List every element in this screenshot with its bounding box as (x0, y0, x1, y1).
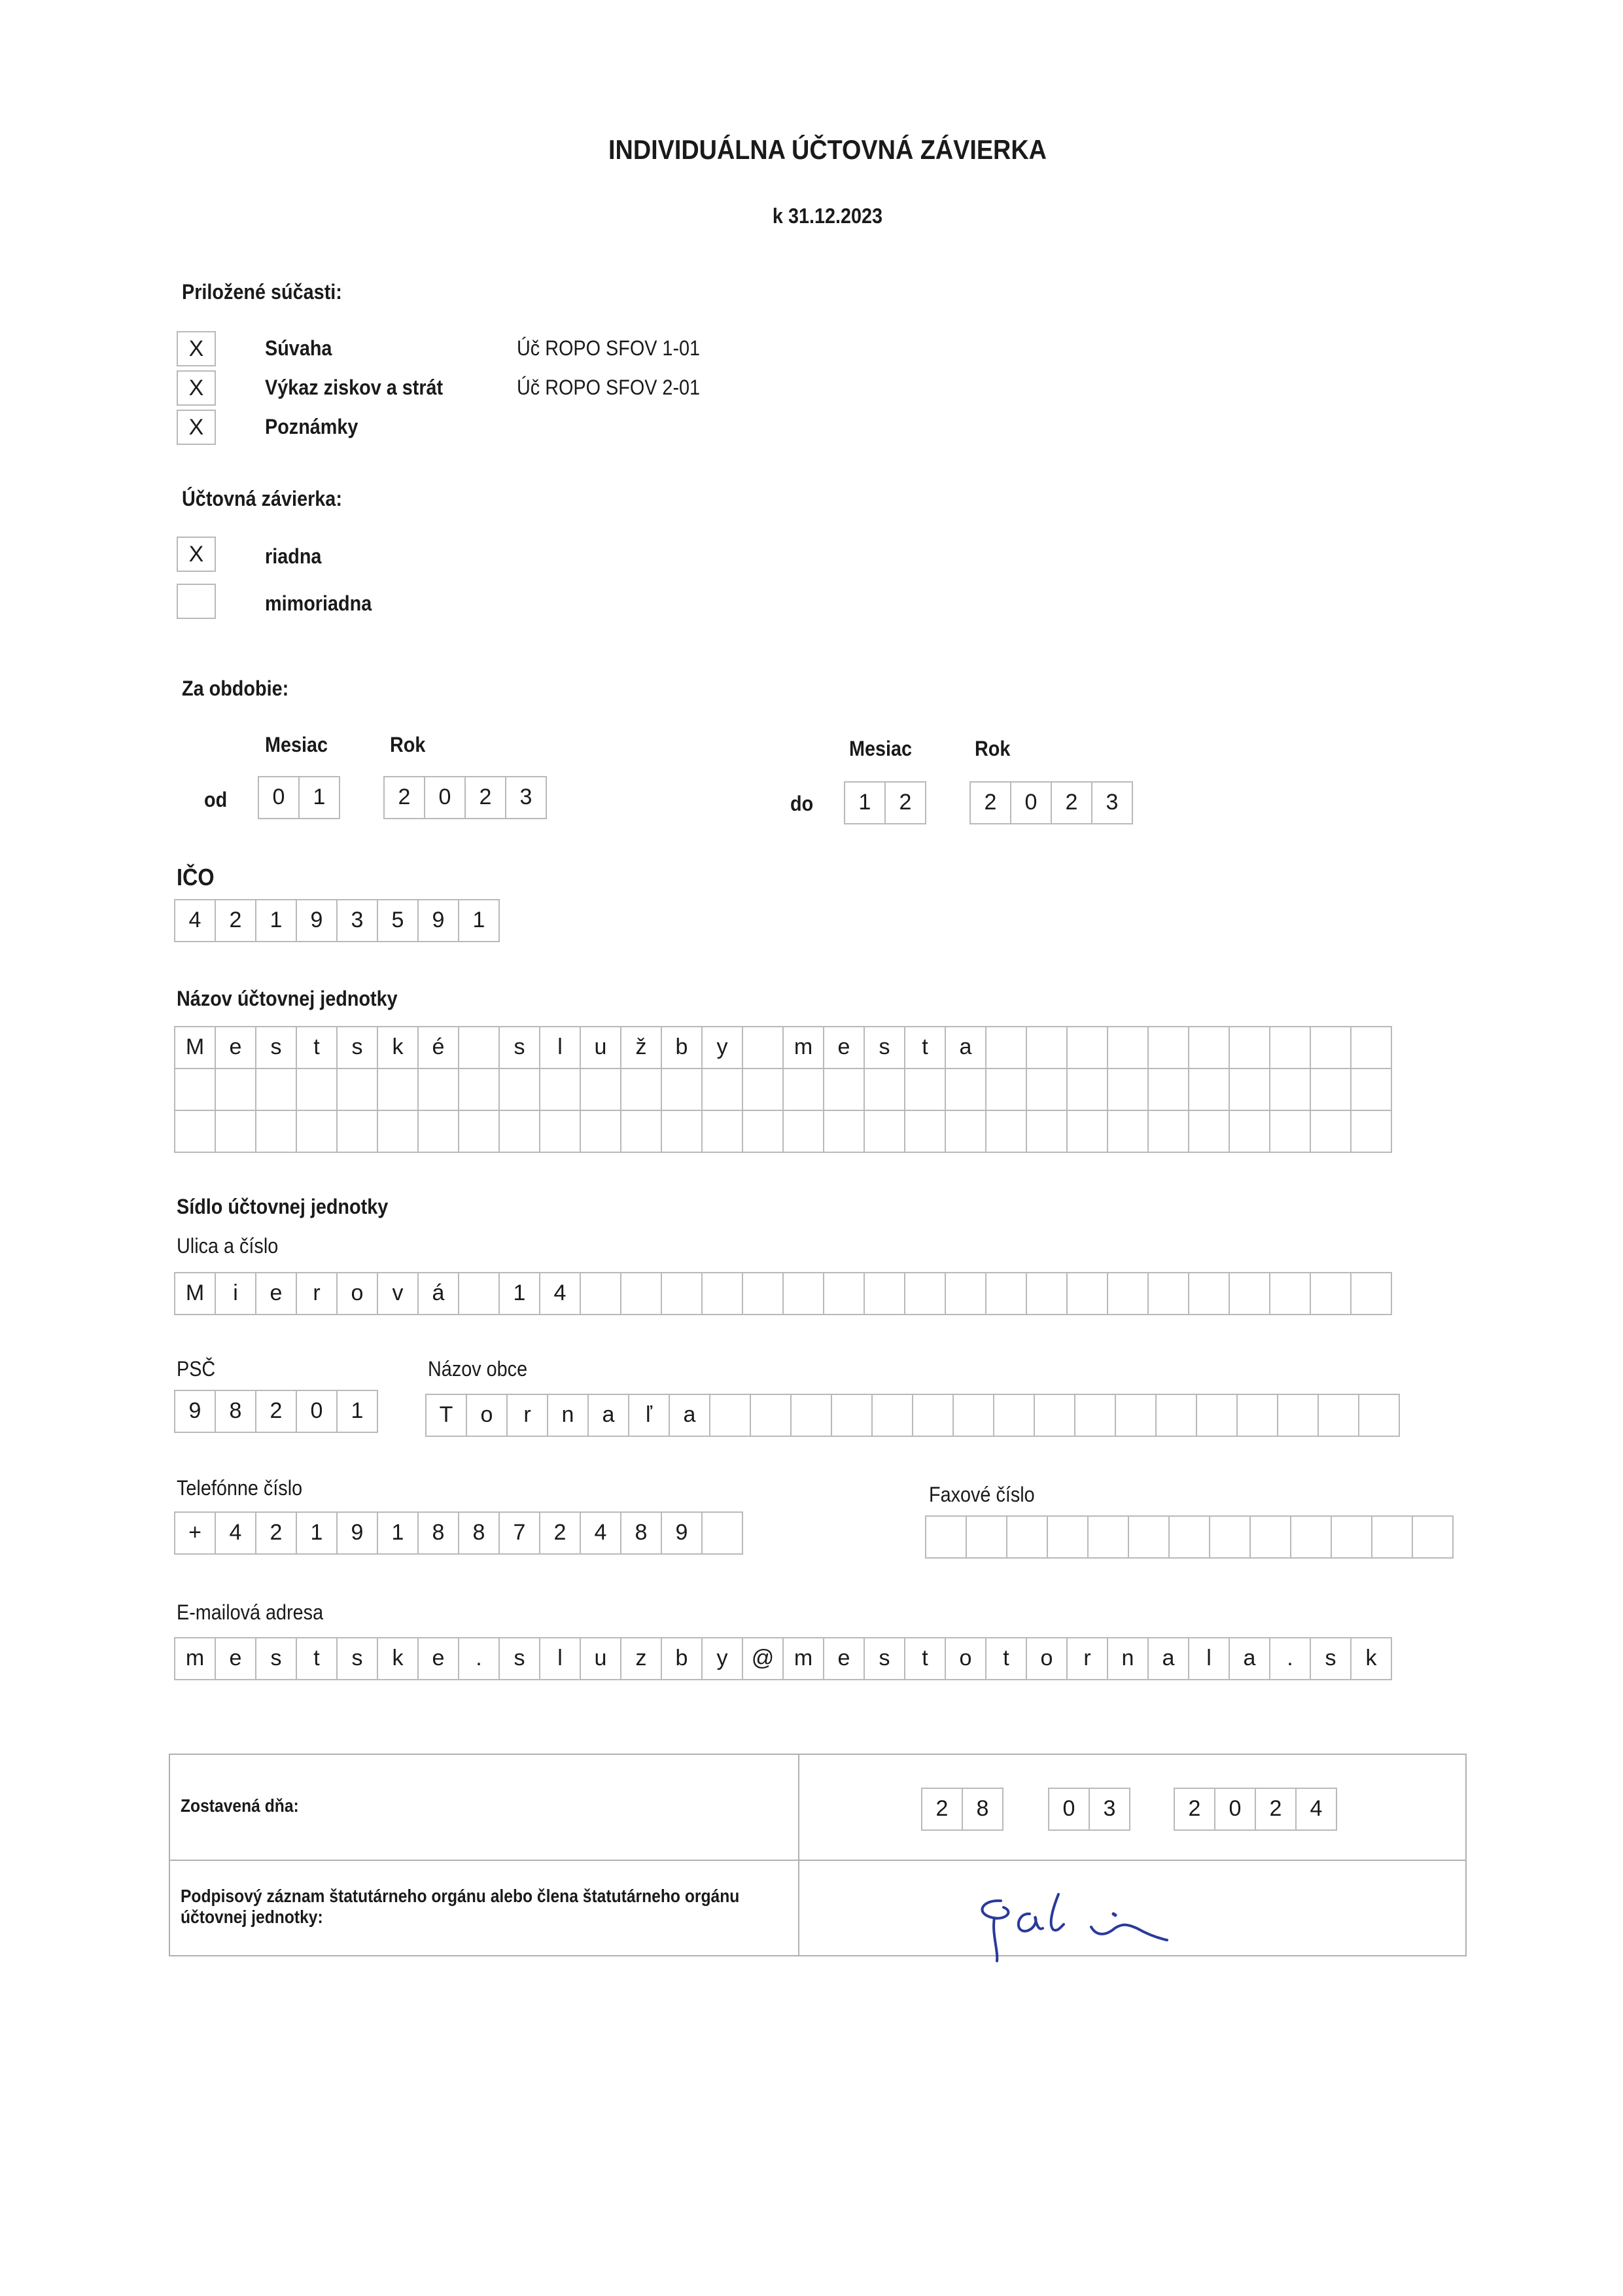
signature-image (975, 1888, 1184, 1966)
entity-name-cell[interactable]: l (540, 1027, 581, 1068)
street-cell[interactable] (1149, 1273, 1189, 1314)
psc-cell[interactable]: 8 (216, 1391, 256, 1432)
street-cell[interactable] (1068, 1273, 1108, 1314)
street-cell[interactable] (703, 1273, 743, 1314)
year-cell[interactable]: 2 (1175, 1789, 1215, 1829)
attached-heading: Priložené súčasti: (182, 280, 342, 304)
email-cell[interactable]: z (621, 1638, 662, 1679)
to-year-cell[interactable]: 0 (1011, 783, 1052, 823)
entity-name-cell[interactable] (459, 1111, 500, 1152)
street-cell[interactable] (824, 1273, 865, 1314)
city-cell[interactable]: a (670, 1395, 710, 1436)
fax-cell[interactable] (1372, 1517, 1413, 1557)
email-cell[interactable]: s (256, 1638, 297, 1679)
street-cell[interactable] (905, 1273, 946, 1314)
entity-name-cell[interactable] (946, 1069, 986, 1110)
email-cell[interactable]: o (946, 1638, 986, 1679)
email-cell[interactable]: r (1068, 1638, 1108, 1679)
entity-name-cell[interactable] (175, 1069, 216, 1110)
email-cell[interactable]: t (986, 1638, 1027, 1679)
psc-cell[interactable]: 9 (175, 1391, 216, 1432)
from-year-cell[interactable]: 3 (506, 777, 547, 818)
city-cell[interactable] (913, 1395, 954, 1436)
entity-name-cell[interactable] (1149, 1069, 1189, 1110)
day-cell[interactable]: 8 (963, 1789, 1003, 1829)
entity-name-cell[interactable] (1108, 1069, 1149, 1110)
label-riadna: riadna (265, 544, 322, 568)
ico-cell[interactable]: 9 (297, 900, 338, 941)
psc-label: PSČ (177, 1357, 216, 1381)
entity-name-row[interactable] (175, 1069, 1392, 1111)
to-label: do (790, 792, 814, 815)
entity-name-cell[interactable] (256, 1111, 297, 1152)
city-label: Názov obce (428, 1357, 528, 1381)
entity-name-cell[interactable] (784, 1111, 824, 1152)
checkbox-poznamky[interactable]: X (177, 410, 216, 445)
ico-cell[interactable]: 9 (419, 900, 459, 941)
email-cell[interactable]: a (1230, 1638, 1270, 1679)
email-cell[interactable]: u (581, 1638, 621, 1679)
email-cell[interactable]: y (703, 1638, 743, 1679)
label-vykaz: Výkaz ziskov a strát (265, 376, 444, 399)
city-cell[interactable] (1075, 1395, 1116, 1436)
footer-column-divider (798, 1755, 799, 1955)
fax-cell[interactable] (1007, 1517, 1048, 1557)
email-cell[interactable]: m (784, 1638, 824, 1679)
entity-name-cell[interactable] (703, 1111, 743, 1152)
entity-name-cell[interactable] (1230, 1111, 1270, 1152)
entity-name-row[interactable] (175, 1027, 1392, 1069)
document-title: INDIVIDUÁLNA ÚČTOVNÁ ZÁVIERKA (608, 134, 1047, 165)
entity-name-cell[interactable] (1352, 1111, 1392, 1152)
entity-name-cell[interactable] (1230, 1027, 1270, 1068)
city-cell[interactable]: n (548, 1395, 589, 1436)
entity-name-cell[interactable]: b (662, 1027, 703, 1068)
month-cell[interactable]: 3 (1090, 1789, 1130, 1829)
street-cell[interactable]: i (216, 1273, 256, 1314)
entity-name-cell[interactable]: y (703, 1027, 743, 1068)
email-cell[interactable]: . (459, 1638, 500, 1679)
signature-label: Podpisový záznam štatutárneho orgánu alebo člena štatutárneho orgánu účtovnej jednotky: (181, 1886, 740, 1927)
entity-name-cell[interactable] (1189, 1111, 1230, 1152)
phone-cell[interactable]: 8 (459, 1513, 500, 1553)
fax-cell[interactable] (1413, 1517, 1454, 1557)
street-cell[interactable]: v (378, 1273, 419, 1314)
street-cell[interactable] (662, 1273, 703, 1314)
entity-name-cell[interactable] (338, 1111, 378, 1152)
entity-name-cell[interactable]: e (824, 1027, 865, 1068)
phone-cell[interactable]: 4 (216, 1513, 256, 1553)
entity-name-cell[interactable] (540, 1111, 581, 1152)
month-cell[interactable]: 0 (1049, 1789, 1090, 1829)
ico-cell[interactable]: 1 (256, 900, 297, 941)
fax-cell[interactable] (1251, 1517, 1291, 1557)
entity-name-cell[interactable] (662, 1069, 703, 1110)
street-cell[interactable]: e (256, 1273, 297, 1314)
phone-label: Telefónne číslo (177, 1476, 303, 1500)
phone-cell[interactable]: 9 (662, 1513, 703, 1553)
entity-name-cell[interactable] (256, 1069, 297, 1110)
fax-grid[interactable] (925, 1515, 1454, 1559)
entity-name-cell[interactable] (1189, 1027, 1230, 1068)
street-label: Ulica a číslo (177, 1234, 279, 1258)
fax-cell[interactable] (1089, 1517, 1129, 1557)
entity-name-cell[interactable]: M (175, 1027, 216, 1068)
ico-cell[interactable]: 5 (378, 900, 419, 941)
entity-name-cell[interactable] (1311, 1111, 1352, 1152)
entity-name-cell[interactable] (1108, 1111, 1149, 1152)
to-month-grid[interactable] (844, 781, 926, 824)
entity-name-row[interactable] (175, 1111, 1392, 1153)
entity-name-cell[interactable] (865, 1069, 905, 1110)
street-cell[interactable]: r (297, 1273, 338, 1314)
psc-cell[interactable]: 2 (256, 1391, 297, 1432)
period-heading: Za obdobie: (182, 677, 289, 700)
from-year-cell[interactable]: 2 (466, 777, 506, 818)
entity-name-cell[interactable] (175, 1111, 216, 1152)
day-cell[interactable]: 2 (922, 1789, 963, 1829)
entity-name-cell[interactable] (297, 1111, 338, 1152)
email-cell[interactable]: k (378, 1638, 419, 1679)
email-cell[interactable]: l (1189, 1638, 1230, 1679)
city-cell[interactable] (1238, 1395, 1278, 1436)
entity-name-cell[interactable]: k (378, 1027, 419, 1068)
street-cell[interactable]: M (175, 1273, 216, 1314)
phone-cell[interactable]: 8 (621, 1513, 662, 1553)
year-cell[interactable]: 2 (1256, 1789, 1297, 1829)
entity-name-cell[interactable] (1189, 1069, 1230, 1110)
ico-cell[interactable]: 2 (216, 900, 256, 941)
entity-name-cell[interactable] (297, 1069, 338, 1110)
address-heading: Sídlo účtovnej jednotky (177, 1195, 389, 1218)
city-cell[interactable]: ľ (629, 1395, 670, 1436)
psc-cell[interactable]: 0 (297, 1391, 338, 1432)
entity-name-cell[interactable] (581, 1069, 621, 1110)
entity-name-cell[interactable] (459, 1069, 500, 1110)
entity-name-cell[interactable] (500, 1069, 540, 1110)
fax-cell[interactable] (1129, 1517, 1170, 1557)
entity-name-cell[interactable] (216, 1069, 256, 1110)
ico-cell[interactable]: 1 (459, 900, 500, 941)
entity-name-cell[interactable]: s (338, 1027, 378, 1068)
entity-name-cell[interactable]: s (256, 1027, 297, 1068)
psc-cell[interactable]: 1 (338, 1391, 378, 1432)
from-year-grid[interactable] (383, 776, 547, 819)
email-cell[interactable]: e (824, 1638, 865, 1679)
city-cell[interactable] (1278, 1395, 1319, 1436)
to-month-cell[interactable]: 2 (886, 783, 926, 823)
street-cell[interactable]: á (419, 1273, 459, 1314)
to-year-cell[interactable]: 2 (971, 783, 1011, 823)
entity-name-cell[interactable] (1270, 1027, 1311, 1068)
fax-cell[interactable] (1210, 1517, 1251, 1557)
city-cell[interactable]: T (427, 1395, 467, 1436)
city-grid[interactable] (425, 1394, 1400, 1437)
email-cell[interactable]: n (1108, 1638, 1149, 1679)
city-cell[interactable]: o (467, 1395, 508, 1436)
city-cell[interactable] (1359, 1395, 1400, 1436)
city-cell[interactable] (994, 1395, 1035, 1436)
entity-name-cell[interactable] (986, 1111, 1027, 1152)
email-cell[interactable]: s (338, 1638, 378, 1679)
entity-name-cell[interactable] (1270, 1069, 1311, 1110)
phone-cell[interactable]: 2 (256, 1513, 297, 1553)
city-cell[interactable] (792, 1395, 832, 1436)
email-cell[interactable]: k (1352, 1638, 1392, 1679)
city-cell[interactable] (954, 1395, 994, 1436)
to-year-cell[interactable]: 2 (1052, 783, 1092, 823)
email-cell[interactable]: s (500, 1638, 540, 1679)
entity-name-cell[interactable]: t (905, 1027, 946, 1068)
email-grid[interactable] (174, 1637, 1392, 1680)
to-month-cell[interactable]: 1 (845, 783, 886, 823)
street-cell[interactable]: 1 (500, 1273, 540, 1314)
entity-name-cell[interactable] (419, 1111, 459, 1152)
entity-name-grid[interactable] (174, 1026, 1392, 1153)
to-year-label: Rok (975, 737, 1011, 760)
city-cell[interactable] (710, 1395, 751, 1436)
entity-name-cell[interactable] (824, 1111, 865, 1152)
from-month-cell[interactable]: 1 (300, 777, 340, 818)
entity-name-cell[interactable] (500, 1111, 540, 1152)
entity-name-cell[interactable] (1311, 1027, 1352, 1068)
email-cell[interactable]: l (540, 1638, 581, 1679)
entity-name-cell[interactable] (743, 1111, 784, 1152)
email-cell[interactable]: s (865, 1638, 905, 1679)
entity-name-cell[interactable] (378, 1111, 419, 1152)
fax-cell[interactable] (1048, 1517, 1089, 1557)
entity-name-cell[interactable] (1270, 1111, 1311, 1152)
entity-name-cell[interactable] (1027, 1069, 1068, 1110)
entity-name-cell[interactable] (1311, 1069, 1352, 1110)
from-month-grid[interactable] (258, 776, 340, 819)
document-date: k 31.12.2023 (772, 204, 883, 228)
entity-name-cell[interactable] (905, 1111, 946, 1152)
city-cell[interactable] (1116, 1395, 1157, 1436)
entity-name-cell[interactable]: a (946, 1027, 986, 1068)
entity-name-cell[interactable] (1352, 1027, 1392, 1068)
entity-name-cell[interactable] (1068, 1069, 1108, 1110)
email-cell[interactable]: @ (743, 1638, 784, 1679)
email-cell[interactable]: a (1149, 1638, 1189, 1679)
label-poznamky: Poznámky (265, 415, 358, 438)
street-cell[interactable] (1108, 1273, 1149, 1314)
street-cell[interactable] (1230, 1273, 1270, 1314)
entity-name-cell[interactable] (1027, 1027, 1068, 1068)
city-cell[interactable] (751, 1395, 792, 1436)
email-cell[interactable]: e (216, 1638, 256, 1679)
street-cell[interactable] (581, 1273, 621, 1314)
entity-name-cell[interactable]: é (419, 1027, 459, 1068)
phone-cell[interactable]: 7 (500, 1513, 540, 1553)
compiled-day-grid[interactable] (921, 1788, 1003, 1831)
entity-name-cell[interactable] (338, 1069, 378, 1110)
entity-name-cell[interactable] (216, 1111, 256, 1152)
city-cell[interactable] (1157, 1395, 1197, 1436)
entity-name-cell[interactable] (986, 1027, 1027, 1068)
email-cell[interactable]: t (297, 1638, 338, 1679)
entity-name-cell[interactable] (621, 1069, 662, 1110)
street-cell[interactable] (865, 1273, 905, 1314)
street-cell[interactable]: o (338, 1273, 378, 1314)
code-suvaha: Úč ROPO SFOV 1-01 (517, 336, 701, 360)
entity-name-cell[interactable] (1352, 1069, 1392, 1110)
footer-table (169, 1754, 1467, 1956)
entity-name-cell[interactable] (824, 1069, 865, 1110)
entity-name-cell[interactable] (865, 1111, 905, 1152)
phone-cell[interactable]: 9 (338, 1513, 378, 1553)
phone-cell[interactable] (703, 1513, 743, 1553)
entity-name-cell[interactable] (1027, 1111, 1068, 1152)
city-cell[interactable] (832, 1395, 873, 1436)
entity-name-cell[interactable] (419, 1069, 459, 1110)
street-grid[interactable] (174, 1272, 1392, 1315)
checkbox-suvaha[interactable]: X (177, 331, 216, 366)
street-cell[interactable] (946, 1273, 986, 1314)
entity-name-cell[interactable] (459, 1027, 500, 1068)
entity-name-cell[interactable] (378, 1069, 419, 1110)
entity-name-cell[interactable] (1108, 1027, 1149, 1068)
email-cell[interactable]: o (1027, 1638, 1068, 1679)
fax-cell[interactable] (1170, 1517, 1210, 1557)
checkbox-vykaz[interactable]: X (177, 370, 216, 406)
fax-cell[interactable] (926, 1517, 967, 1557)
compiled-label: Zostavená dňa: (181, 1795, 299, 1816)
email-cell[interactable]: m (175, 1638, 216, 1679)
street-cell[interactable] (1352, 1273, 1392, 1314)
email-cell[interactable]: b (662, 1638, 703, 1679)
entity-name-cell[interactable] (540, 1069, 581, 1110)
entity-name-cell[interactable]: e (216, 1027, 256, 1068)
checkbox-riadna[interactable]: X (177, 537, 216, 572)
from-label: od (204, 788, 228, 811)
city-cell[interactable]: a (589, 1395, 629, 1436)
entity-name-cell[interactable] (905, 1069, 946, 1110)
street-cell[interactable] (784, 1273, 824, 1314)
fax-cell[interactable] (1291, 1517, 1332, 1557)
fax-cell[interactable] (967, 1517, 1007, 1557)
street-cell[interactable] (1270, 1273, 1311, 1314)
fax-label: Faxové číslo (929, 1483, 1035, 1506)
entity-name-cell[interactable] (1149, 1027, 1189, 1068)
statement-type-heading: Účtovná závierka: (182, 487, 342, 510)
phone-grid[interactable] (174, 1511, 743, 1555)
city-cell[interactable] (873, 1395, 913, 1436)
email-cell[interactable]: . (1270, 1638, 1311, 1679)
from-month-cell[interactable]: 0 (259, 777, 300, 818)
street-cell[interactable] (743, 1273, 784, 1314)
ico-label: IČO (177, 864, 215, 891)
from-year-cell[interactable]: 2 (385, 777, 425, 818)
compiled-month-grid[interactable] (1048, 1788, 1130, 1831)
entity-name-label: Názov účtovnej jednotky (177, 987, 398, 1010)
entity-name-cell[interactable]: m (784, 1027, 824, 1068)
from-month-label: Mesiac (265, 733, 328, 756)
entity-name-cell[interactable]: ž (621, 1027, 662, 1068)
psc-grid[interactable] (174, 1390, 378, 1433)
phone-cell[interactable]: 1 (378, 1513, 419, 1553)
city-cell[interactable] (1197, 1395, 1238, 1436)
entity-name-cell[interactable] (743, 1069, 784, 1110)
compiled-year-grid[interactable] (1174, 1788, 1337, 1831)
entity-name-cell[interactable] (946, 1111, 986, 1152)
entity-name-cell[interactable] (703, 1069, 743, 1110)
code-vykaz: Úč ROPO SFOV 2-01 (517, 376, 701, 399)
street-cell[interactable] (1311, 1273, 1352, 1314)
street-cell[interactable] (459, 1273, 500, 1314)
entity-name-cell[interactable] (1068, 1027, 1108, 1068)
to-year-cell[interactable]: 3 (1092, 783, 1133, 823)
street-cell[interactable]: 4 (540, 1273, 581, 1314)
fax-cell[interactable] (1332, 1517, 1372, 1557)
to-year-grid[interactable] (969, 781, 1133, 824)
email-label: E-mailová adresa (177, 1600, 324, 1624)
year-cell[interactable]: 4 (1297, 1789, 1337, 1829)
email-cell[interactable]: s (1311, 1638, 1352, 1679)
entity-name-cell[interactable]: s (865, 1027, 905, 1068)
year-cell[interactable]: 0 (1215, 1789, 1256, 1829)
entity-name-cell[interactable] (986, 1069, 1027, 1110)
city-cell[interactable] (1035, 1395, 1075, 1436)
to-month-label: Mesiac (849, 737, 913, 760)
entity-name-cell[interactable] (743, 1027, 784, 1068)
street-cell[interactable] (1027, 1273, 1068, 1314)
from-year-label: Rok (390, 733, 426, 756)
entity-name-cell[interactable] (1230, 1069, 1270, 1110)
city-cell[interactable] (1319, 1395, 1359, 1436)
phone-cell[interactable]: 4 (581, 1513, 621, 1553)
entity-name-cell[interactable]: u (581, 1027, 621, 1068)
phone-cell[interactable]: 8 (419, 1513, 459, 1553)
from-year-cell[interactable]: 0 (425, 777, 466, 818)
ico-cell[interactable]: 4 (175, 900, 216, 941)
ico-cell[interactable]: 3 (338, 900, 378, 941)
email-cell[interactable]: t (905, 1638, 946, 1679)
entity-name-cell[interactable] (784, 1069, 824, 1110)
street-cell[interactable] (986, 1273, 1027, 1314)
phone-cell[interactable]: + (175, 1513, 216, 1553)
label-mimoriadna: mimoriadna (265, 592, 372, 615)
city-cell[interactable]: r (508, 1395, 548, 1436)
entity-name-cell[interactable]: s (500, 1027, 540, 1068)
street-cell[interactable] (1189, 1273, 1230, 1314)
phone-cell[interactable]: 1 (297, 1513, 338, 1553)
entity-name-cell[interactable] (581, 1111, 621, 1152)
entity-name-cell[interactable]: t (297, 1027, 338, 1068)
street-cell[interactable] (621, 1273, 662, 1314)
entity-name-cell[interactable] (621, 1111, 662, 1152)
entity-name-cell[interactable] (1149, 1111, 1189, 1152)
entity-name-cell[interactable] (1068, 1111, 1108, 1152)
phone-cell[interactable]: 2 (540, 1513, 581, 1553)
checkbox-mimoriadna[interactable] (177, 584, 216, 619)
email-cell[interactable]: e (419, 1638, 459, 1679)
label-suvaha: Súvaha (265, 336, 332, 360)
entity-name-cell[interactable] (662, 1111, 703, 1152)
ico-grid[interactable] (174, 899, 500, 942)
